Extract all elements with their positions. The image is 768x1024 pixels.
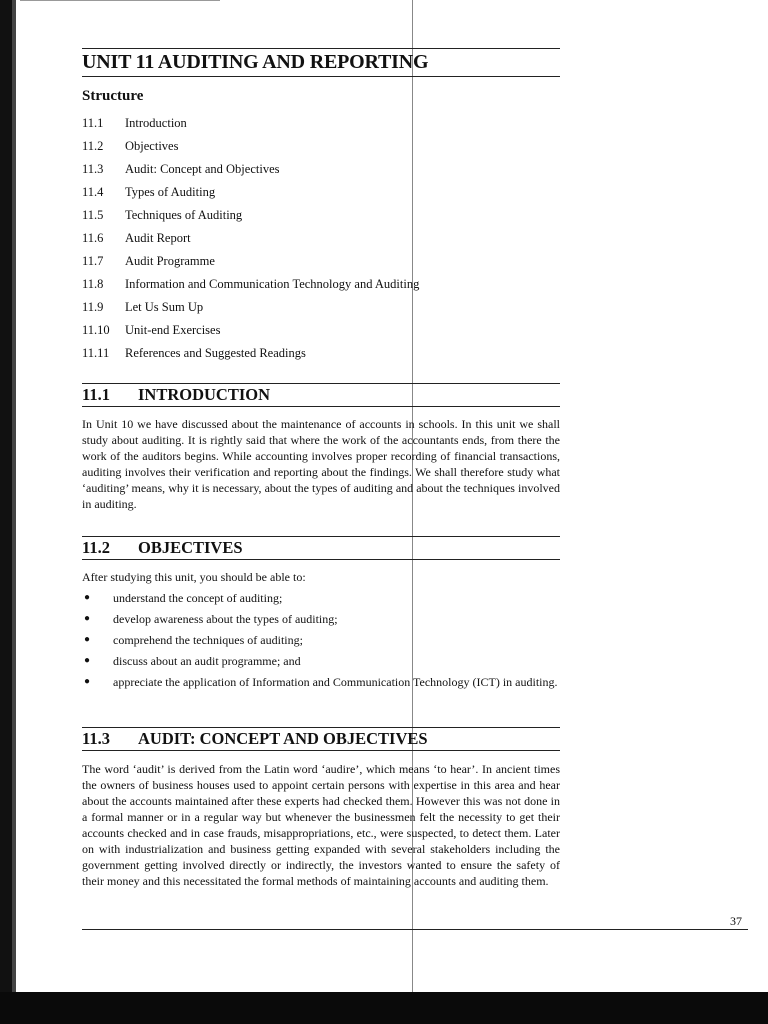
toc-item xyxy=(82,114,560,137)
toc-label: References and Suggested Readings xyxy=(125,346,306,360)
audit-concept-paragraph: The word ‘audit’ is derived from the Latin word ‘audire’, which means ‘to hear’. In ancient times the owners of business houses used to appoint certain persons with expertise in this area and hear about the accounts maintained after these experts had checked them. However this was not done in a formal manner or in a regular way but whenever the businessmen felt the necessity to get their accounts checked and in case frauds, misappropriations, etc., were suspected, to detect them. Later on with industrialization and business getting expanded with several stakeholders including the government getting involved directly or indirectly, the investors wanted to ensure the safety of their money and this necessitated the formal methods of maintaining accounts and auditing them. xyxy=(82,762,560,888)
toc-item xyxy=(82,206,560,229)
toc-number: 11.1 xyxy=(82,116,104,130)
toc-item xyxy=(82,229,560,252)
toc-label: Let Us Sum Up xyxy=(125,300,204,314)
bullet-icon: ● xyxy=(84,634,91,645)
toc-item xyxy=(82,344,560,367)
toc-label: Objectives xyxy=(125,139,179,153)
toc-item xyxy=(82,275,560,298)
list-item xyxy=(82,674,560,690)
list-item-text: develop awareness about the types of auditing; xyxy=(113,612,338,626)
scan-top-rule xyxy=(20,0,220,1)
toc-number: 11.4 xyxy=(82,185,104,199)
introduction-paragraph: In Unit 10 we have discussed about the maintenance of accounts in schools. In this unit we shall study about auditing. It is rightly said that where the work of the accountants ends, from there the work of the auditors begins. While accounting involves proper recording of financial transactions, auditing involves their verification and reporting about the findings. We shall therefore study what ‘auditing’ means, why it is necessary, about the types of auditing and about the techniques involved in auditing. xyxy=(82,417,560,511)
bullet-icon: ● xyxy=(84,592,91,603)
unit-title: UNIT 11 AUDITING AND REPORTING xyxy=(82,48,560,77)
toc-label: Introduction xyxy=(125,116,187,130)
toc-number: 11.8 xyxy=(82,277,104,291)
bullet-icon: ● xyxy=(84,613,91,624)
list-item xyxy=(82,653,560,669)
toc-number: 11.10 xyxy=(82,323,110,337)
toc-label: Types of Auditing xyxy=(125,185,216,199)
toc-item xyxy=(82,321,560,344)
toc-item xyxy=(82,160,560,183)
toc-label: Audit Report xyxy=(125,231,191,245)
section-number: 11.1 xyxy=(82,385,110,404)
bullet-icon: ● xyxy=(84,676,91,687)
toc-label: Audit Programme xyxy=(125,254,215,268)
toc-label: Unit-end Exercises xyxy=(125,323,221,337)
toc-number: 11.3 xyxy=(82,162,104,176)
toc-number: 11.2 xyxy=(82,139,104,153)
list-item-text: appreciate the application of Information and Communication Technology (ICT) in auditing. xyxy=(113,675,558,689)
toc-item xyxy=(82,252,560,275)
toc-label: Information and Communication Technology and Auditing xyxy=(125,277,420,291)
toc-label: Audit: Concept and Objectives xyxy=(125,162,280,176)
objectives-list xyxy=(82,590,560,695)
toc-item xyxy=(82,137,560,160)
page-number: 37 xyxy=(730,914,742,928)
scan-bottom-edge xyxy=(0,992,768,1024)
list-item-text: discuss about an audit programme; and xyxy=(113,654,301,668)
toc-item xyxy=(82,298,560,321)
section-heading-audit-concept xyxy=(82,727,560,751)
toc-number: 11.11 xyxy=(82,346,110,360)
bullet-icon: ● xyxy=(84,655,91,666)
toc-item xyxy=(82,183,560,206)
list-item xyxy=(82,590,560,606)
scan-left-edge-shadow xyxy=(12,0,16,1024)
section-number: 11.3 xyxy=(82,729,110,748)
list-item-text: understand the concept of auditing; xyxy=(113,591,283,605)
toc-number: 11.9 xyxy=(82,300,104,314)
section-number: 11.2 xyxy=(82,538,110,557)
toc-number: 11.5 xyxy=(82,208,104,222)
section-title: OBJECTIVES xyxy=(138,538,243,557)
list-item xyxy=(82,611,560,627)
section-heading-introduction xyxy=(82,383,560,407)
scan-left-edge xyxy=(0,0,12,1024)
table-of-contents xyxy=(82,114,560,367)
section-title: INTRODUCTION xyxy=(138,385,271,404)
toc-number: 11.6 xyxy=(82,231,104,245)
toc-number: 11.7 xyxy=(82,254,104,268)
structure-heading: Structure xyxy=(82,88,144,104)
toc-label: Techniques of Auditing xyxy=(125,208,243,222)
objectives-lead: After studying this unit, you should be able to: xyxy=(82,570,306,584)
list-item-text: comprehend the techniques of auditing; xyxy=(113,633,303,647)
list-item xyxy=(82,632,560,648)
footer-rule xyxy=(82,929,748,930)
section-title: AUDIT: CONCEPT AND OBJECTIVES xyxy=(138,729,428,748)
section-heading-objectives xyxy=(82,536,560,560)
